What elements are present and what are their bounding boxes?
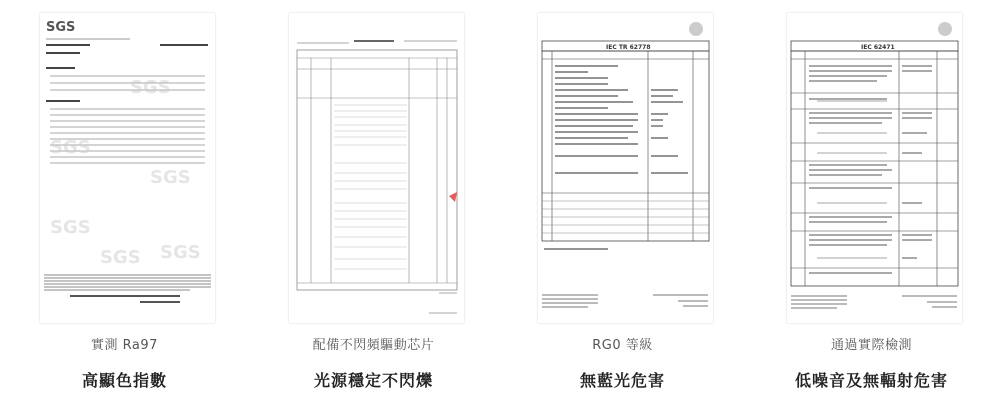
svg-text:SGS: SGS xyxy=(100,247,141,268)
svg-text:SGS: SGS xyxy=(160,242,201,263)
report-thumbnail-bluelight[interactable] xyxy=(538,13,713,323)
feature-caption-top: 實測 Ra97 xyxy=(91,338,158,353)
svg-text:SGS: SGS xyxy=(150,167,191,188)
sgs-report-image xyxy=(40,13,215,323)
svg-text:SGS: SGS xyxy=(50,137,91,158)
bluelight-report-image xyxy=(538,13,713,323)
flicker-report-image xyxy=(289,13,464,323)
sgs-logo: SGS xyxy=(46,20,76,35)
feature-caption-main: 高顯色指數 xyxy=(81,371,167,390)
feature-caption-main: 低噪音及無輻射危害 xyxy=(794,371,948,390)
report-header: IEC 62471 xyxy=(861,44,895,51)
feature-caption-top: 配備不閃頻驅動芯片 xyxy=(312,338,435,353)
feature-card-bluelight xyxy=(498,0,747,415)
feature-caption-main: 無藍光危害 xyxy=(579,371,665,390)
feature-caption-top: 通過實際檢測 xyxy=(830,338,912,353)
feature-caption-top: RG0 等級 xyxy=(592,338,653,353)
feature-card-cri xyxy=(0,0,249,415)
report-thumbnail-sgs[interactable] xyxy=(40,13,215,323)
svg-text:SGS: SGS xyxy=(50,217,91,238)
feature-card-flicker xyxy=(249,0,498,415)
feature-caption-main: 光源穩定不閃爍 xyxy=(313,371,433,390)
feature-card-radiation xyxy=(747,0,996,415)
radiation-report-image xyxy=(787,13,962,323)
report-thumbnail-radiation[interactable] xyxy=(787,13,962,323)
report-thumbnail-flicker[interactable] xyxy=(289,13,464,323)
svg-text:SGS: SGS xyxy=(130,77,171,98)
report-header: IEC TR 62778 xyxy=(606,44,651,51)
